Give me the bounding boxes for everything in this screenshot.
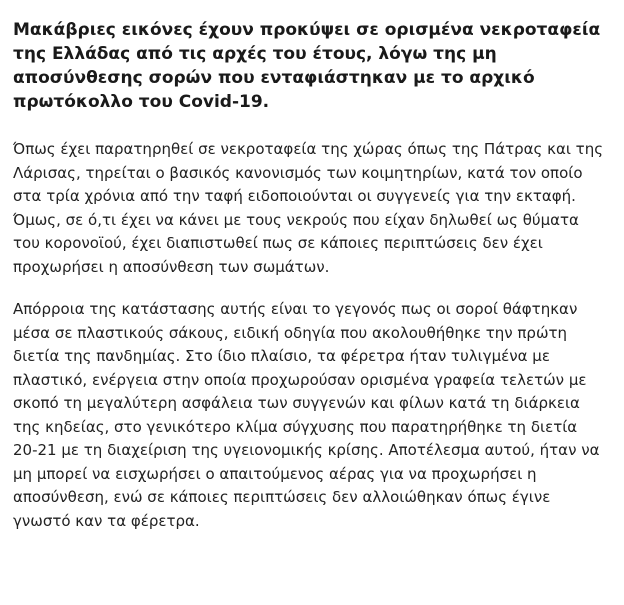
article-paragraph-2: Απόρροια της κατάστασης αυτής είναι το γεγονός πως οι σοροί θάφτηκαν μέσα σε πλαστικούς σάκους, ειδική οδηγία που ακολουθήθηκε την πρώτη διετία της πανδημίας. Στο ίδιο πλαίσιο, τα φέρετρα ήταν τυλιγμένα με πλαστικό, ενέργεια στην οποία προχωρούσαν ορισμένα γραφεία τελετών με σκοπό τη μεγαλύτερη ασφάλεια των συγγενών και φίλων κατά τη διάρκεια της κηδείας, στο γενικότερο κλίμα σύγχυσης που παρατηρήθηκε τη διετία 20-21 με τη διαχείριση της υγειονομικής κρίσης. Αποτέλεσμα αυτού, ήταν να μη μπορεί να εισχωρήσει ο απαιτούμενος αέρας για να προχωρήσει η αποσύνθεση, ενώ σε κάποιες περιπτώσεις δεν αλλοιώθηκαν όπως έγινε γνωστό καν τα φέρετρα.	[13, 300, 600, 530]
article-lead: Μακάβριες εικόνες έχουν προκύψει σε ορισμένα νεκροταφεία της Ελλάδας από τις αρχές του έτους, λόγω της μη αποσύνθεσης σορών που ενταφιάστηκαν με το αρχικό πρωτόκολλο του Covid-19.	[13, 20, 601, 112]
article-paragraph-1: Όπως έχει παρατηρηθεί σε νεκροταφεία της χώρας όπως της Πάτρας και της Λάρισας, τηρείται ο βασικός κανονισμός των κοιμητηρίων, κατά τον οποίο στα τρία χρόνια από την ταφή ειδοποιούνται οι συγγενείς για την εκταφή. Όμως, σε ό,τι έχει να κάνει με τους νεκρούς που είχαν δηλωθεί ως θύματα του κορονοϊού, έχει διαπιστωθεί πως σε κάποιες περιπτώσεις δεν έχει προχωρήσει η αποσύνθεση των σωμάτων.	[13, 140, 604, 276]
